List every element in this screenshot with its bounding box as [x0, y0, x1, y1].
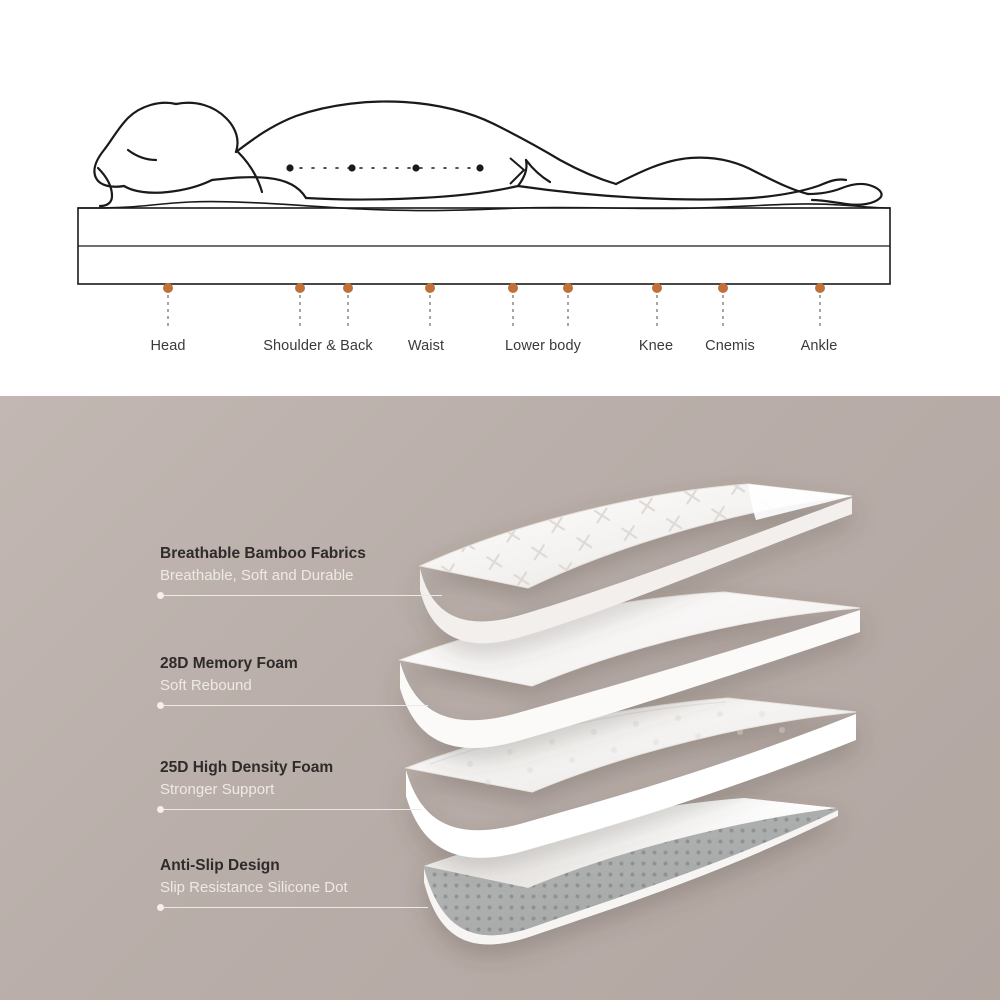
callout-subtitle: Soft Rebound [160, 677, 252, 694]
leader-line-2 [160, 705, 428, 706]
callout-title: 25D High Density Foam [160, 759, 334, 776]
layer-construction-panel [0, 396, 1000, 1000]
spine-alignment-line [286, 158, 524, 184]
callout-subtitle: Stronger Support [160, 781, 275, 798]
callout-high-density-foam [160, 758, 490, 800]
pressure-label-cnemis: Cnemis [705, 338, 755, 354]
pressure-label-ankle: Ankle [800, 338, 838, 354]
pressure-point-labels [0, 338, 1000, 368]
pressure-label-knee: Knee [638, 338, 674, 354]
callout-subtitle: Breathable, Soft and Durable [160, 567, 354, 584]
leader-line-1 [160, 595, 442, 596]
leader-dot-1 [157, 592, 164, 599]
body-support-panel [0, 0, 1000, 396]
exploded-layers-illustration [0, 396, 1000, 1000]
mattress-slab [78, 208, 890, 284]
leader-dot-2 [157, 702, 164, 709]
body-on-mattress-illustration [0, 0, 1000, 396]
body-silhouette [78, 102, 890, 211]
leader-dot-4 [157, 904, 164, 911]
leader-dot-3 [157, 806, 164, 813]
pressure-label-waist: Waist [407, 338, 445, 354]
callout-subtitle: Slip Resistance Silicone Dot [160, 879, 348, 896]
pressure-label-shoulder-back: Shoulder & Back [263, 338, 373, 354]
callout-anti-slip [160, 856, 490, 898]
callout-title: Anti-Slip Design [160, 857, 280, 874]
callout-title: 28D Memory Foam [160, 655, 298, 672]
pressure-label-lower-body: Lower body [505, 338, 581, 354]
callout-memory-foam [160, 654, 490, 696]
pressure-point-markers [163, 283, 825, 330]
pressure-label-head: Head [150, 338, 186, 354]
leader-line-4 [160, 907, 428, 908]
leader-line-3 [160, 809, 422, 810]
callout-title: Breathable Bamboo Fabrics [160, 545, 366, 562]
callout-bamboo-cover [160, 544, 490, 586]
